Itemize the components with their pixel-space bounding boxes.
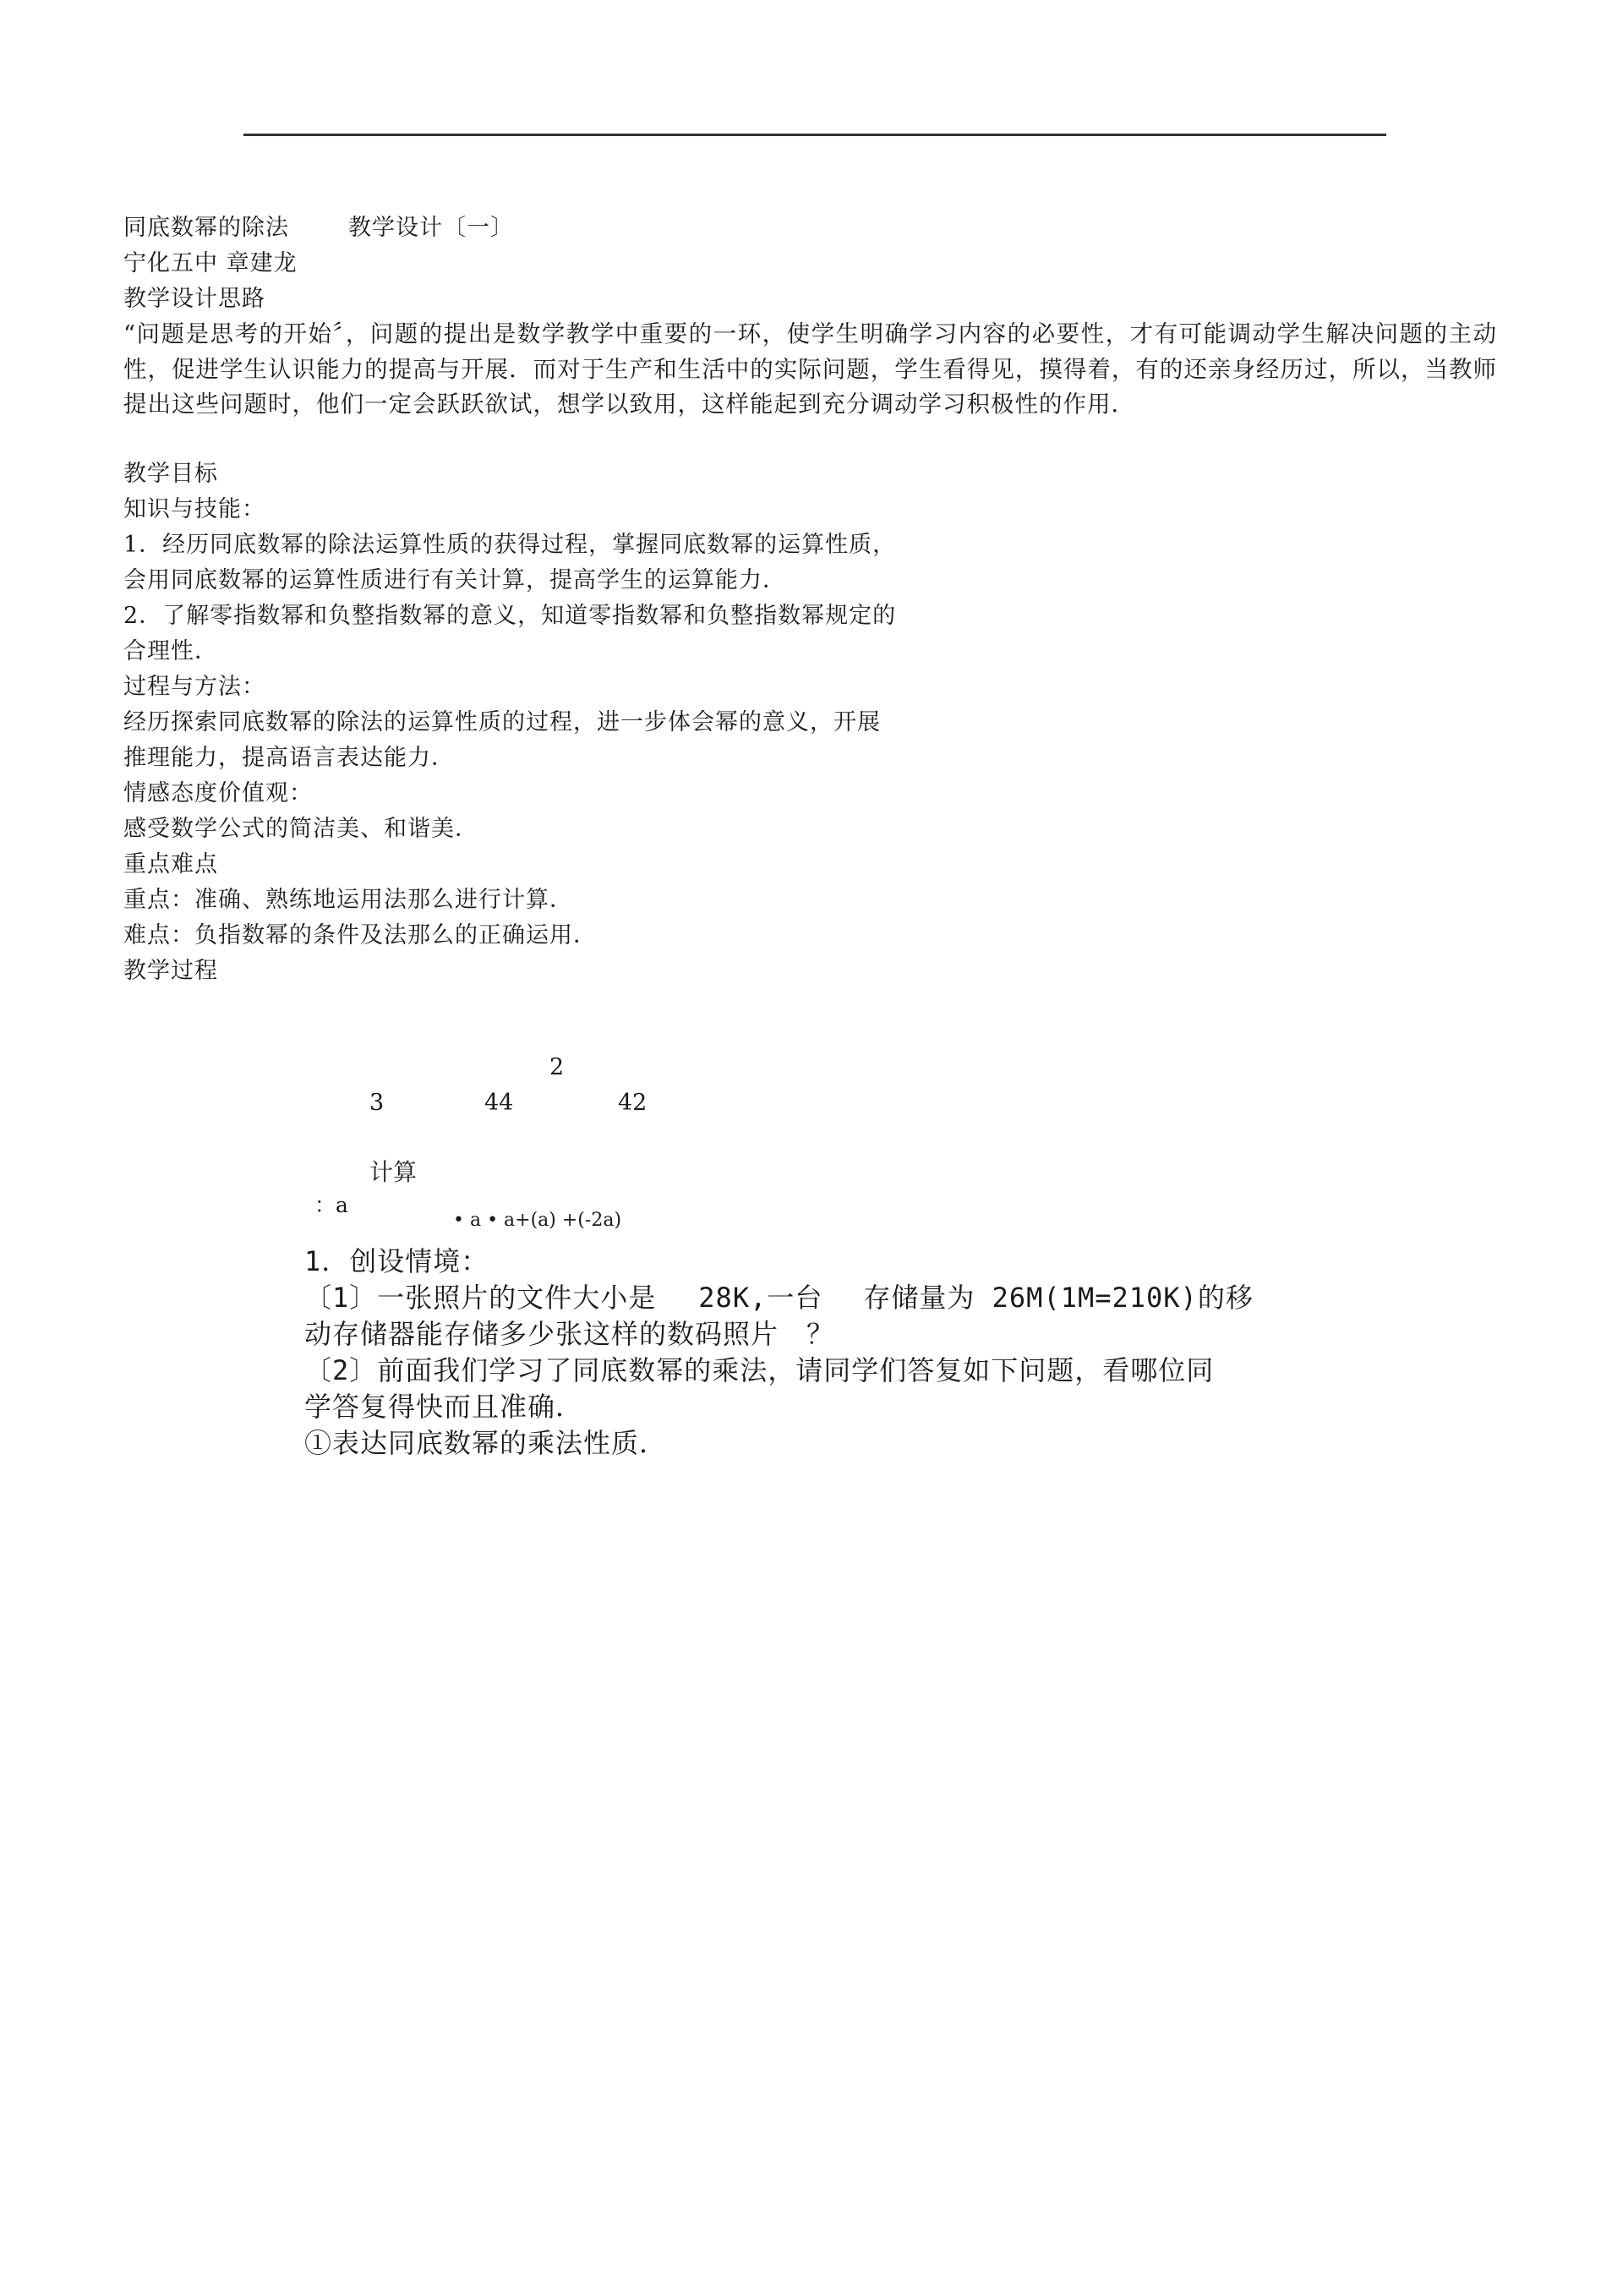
math-calc-label: 计算 <box>369 1158 418 1186</box>
method-line1: 经历探索同底数幂的除法的运算性质的过程，进一步体会幂的意义，开展 <box>123 709 881 735</box>
section1-line3: 〔2〕前面我们学习了同底数幂的乘法，请同学们答复如下问题，看哪位同 <box>304 1354 1215 1386</box>
section1-line4: 学答复得快而且准确． <box>304 1391 584 1423</box>
heading-process-method: 过程与方法： <box>123 674 265 700</box>
heading-key-difficult: 重点难点 <box>123 851 218 877</box>
method-line2: 推理能力，提高语言表达能力． <box>123 745 455 771</box>
section1-line1 <box>304 1279 1254 1316</box>
math-colon-a: ：a <box>314 1193 348 1217</box>
heading-teaching-process: 教学过程 <box>123 958 218 984</box>
section1-line5: ①表达同底数幂的乘法性质． <box>304 1427 668 1459</box>
goal2-line1: 2．了解零指数幂和负整指数幂的意义，知道零指数幂和负整指数幂规定的 <box>123 603 897 629</box>
math-exponent-44: 44 <box>484 1090 514 1116</box>
section1-line2: 动存储器能存储多少张这样的数码照片 ？ <box>304 1318 835 1350</box>
doc-title <box>123 211 514 245</box>
design-paragraph: “问题是思考的开始〞，问题的提出是数学教学中重要的一环，使学生明确学习内容的必要性，才有可能调动学生解决问题的主动性，促进学生认识能力的提高与开展．而对于生产和生活中的实际问题，学生看得见，摸得着，有的还亲身经历过，所以，当教师提出这些问题时，他们一定会跃跃欲试，想学以致用，这样能起到充分调动学习积极性的作用． <box>123 320 1497 418</box>
header-rule <box>243 134 1386 136</box>
s1-line1-part-a: 〔1〕一张照片的文件大小是 <box>304 1282 657 1314</box>
title-topic: 同底数幂的除法 <box>123 215 289 241</box>
math-exponent-2: 2 <box>549 1054 565 1080</box>
goal1-line1: 1．经历同底数幂的除法运算性质的获得过程，掌握同底数幂的运算性质， <box>123 532 897 558</box>
math-expression: • a • a+(a) +(-2a) <box>453 1210 622 1231</box>
heading-goals: 教学目标 <box>123 461 218 487</box>
emotion-line: 感受数学公式的简洁美、和谐美． <box>123 816 478 842</box>
difficult-point: 难点：负指数幂的条件及法那么的正确运用． <box>123 922 597 948</box>
title-design: 教学设计〔一〕 <box>348 215 514 241</box>
goal2-line2: 合理性． <box>123 638 218 664</box>
heading-design-idea: 教学设计思路 <box>123 286 265 312</box>
heading-knowledge: 知识与技能： <box>123 496 265 522</box>
author-line: 宁化五中 章建龙 <box>123 250 298 276</box>
math-exponent-42: 42 <box>618 1090 648 1116</box>
s1-line1-part-b: 28K,一台 <box>698 1282 823 1314</box>
s1-line1-part-c: 存储量为 26M(1M=210K)的移 <box>863 1282 1254 1314</box>
math-exponent-3: 3 <box>369 1090 385 1116</box>
key-point: 重点：准确、熟练地运用法那么进行计算． <box>123 887 573 913</box>
goal1-line2: 会用同底数幂的运算性质进行有关计算，提高学生的运算能力． <box>123 567 786 593</box>
section1-title: 1．创设情境： <box>304 1245 489 1277</box>
heading-emotion: 情感态度价值观： <box>123 780 313 806</box>
